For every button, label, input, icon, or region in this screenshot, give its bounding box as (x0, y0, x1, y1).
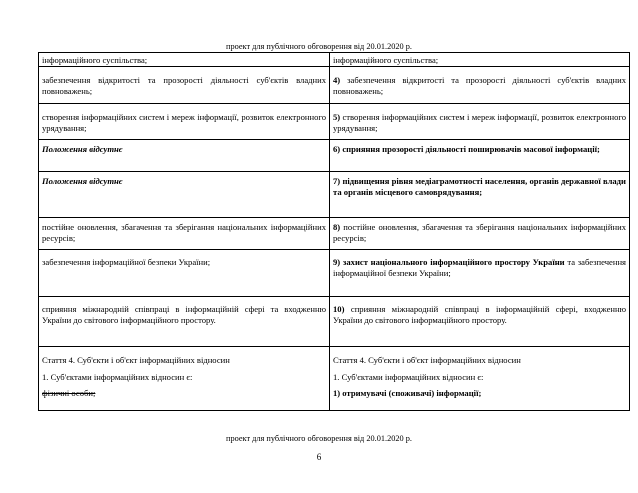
table-row (39, 140, 630, 172)
item-number: 5) (333, 112, 341, 122)
right-text: сприяння міжнародній співпраці в інформаційній сфері, входженню України до світового інформаційного простору. (333, 304, 626, 325)
left-text: забезпечення інформаційної безпеки України; (42, 257, 211, 267)
right-text: забезпечення відкритості та прозорості діяльності суб'єктів владних повноважень; (333, 75, 626, 96)
right-text: та забезпечення інформаційної безпеки України; (333, 257, 627, 278)
left-cell (39, 140, 330, 172)
item-number: 9) (333, 257, 341, 267)
right-text: постійне оновлення, збагачення та зберігання національних інформаційних ресурсів; (333, 222, 626, 243)
left-text: створення інформаційних систем і мереж інформації, розвиток електронного урядування; (42, 112, 326, 133)
absent-provision-label: Положення відсутнє (42, 144, 123, 154)
right-cell (330, 347, 630, 411)
right-text: підвищення рівня медіаграмотності населення, органів державної влади та органів місцевого самоврядування; (333, 176, 626, 197)
left-cell (39, 67, 330, 104)
right-bold-text: захист національного інформаційного простору України (342, 257, 565, 267)
left-text: постійне оновлення, збагачення та зберігання національних інформаційних ресурсів; (42, 222, 326, 243)
absent-provision-label: Положення відсутнє (42, 176, 123, 186)
right-text: створення інформаційних систем і мереж інформації, розвиток електронного урядування; (333, 112, 626, 133)
table-row (39, 297, 630, 347)
article-bold-item: 1) отримувачі (споживачі) інформації; (333, 388, 482, 398)
right-cell (330, 172, 630, 218)
item-number: 8) (333, 222, 341, 232)
article-title: Стаття 4. Суб'єкти і об'єкт інформаційних відносин (42, 355, 230, 365)
table-row (39, 218, 630, 250)
right-cell (330, 250, 630, 297)
left-cell (39, 104, 330, 140)
table-row (39, 172, 630, 218)
article-item: 1. Суб'єктами інформаційних відносин є: (42, 372, 193, 382)
page-number: 6 (316, 452, 322, 462)
table-row (39, 67, 630, 104)
left-cell (39, 297, 330, 347)
table-row (39, 347, 630, 411)
comparison-table (38, 52, 630, 411)
right-cell (330, 218, 630, 250)
page-footer-note: проект для публічного обговорення від 20.01.2020 р. (226, 434, 412, 443)
item-number: 10) (333, 304, 345, 314)
item-number: 4) (333, 75, 341, 85)
page-header-note: проект для публічного обговорення від 20.01.2020 р. (226, 42, 412, 51)
right-text: сприяння прозорості діяльності поширювачів масової інформації; (342, 144, 600, 154)
left-text: сприяння міжнародній співпраці в інформаційній сфері та входженню України до світового інформаційного простору. (42, 304, 326, 325)
left-text: забезпечення відкритості та прозорості діяльності суб'єктів владних повноважень; (42, 75, 326, 96)
right-cell (330, 104, 630, 140)
struck-text: фізичні особи; (42, 388, 96, 398)
left-cell (39, 172, 330, 218)
article-item: 1. Суб'єктами інформаційних відносин є: (333, 372, 484, 382)
right-cell: інформаційного суспільства; (330, 53, 630, 67)
table-row (39, 53, 630, 67)
left-cell (39, 218, 330, 250)
left-cell (39, 347, 330, 411)
right-cell (330, 140, 630, 172)
table-row (39, 104, 630, 140)
right-cell (330, 297, 630, 347)
item-number: 6) (333, 144, 341, 154)
right-cell (330, 67, 630, 104)
left-cell: інформаційного суспільства; (39, 53, 330, 67)
article-title: Стаття 4. Суб'єкти і об'єкт інформаційних відносин (333, 355, 521, 365)
table-row (39, 250, 630, 297)
left-cell (39, 250, 330, 297)
item-number: 7) (333, 176, 341, 186)
